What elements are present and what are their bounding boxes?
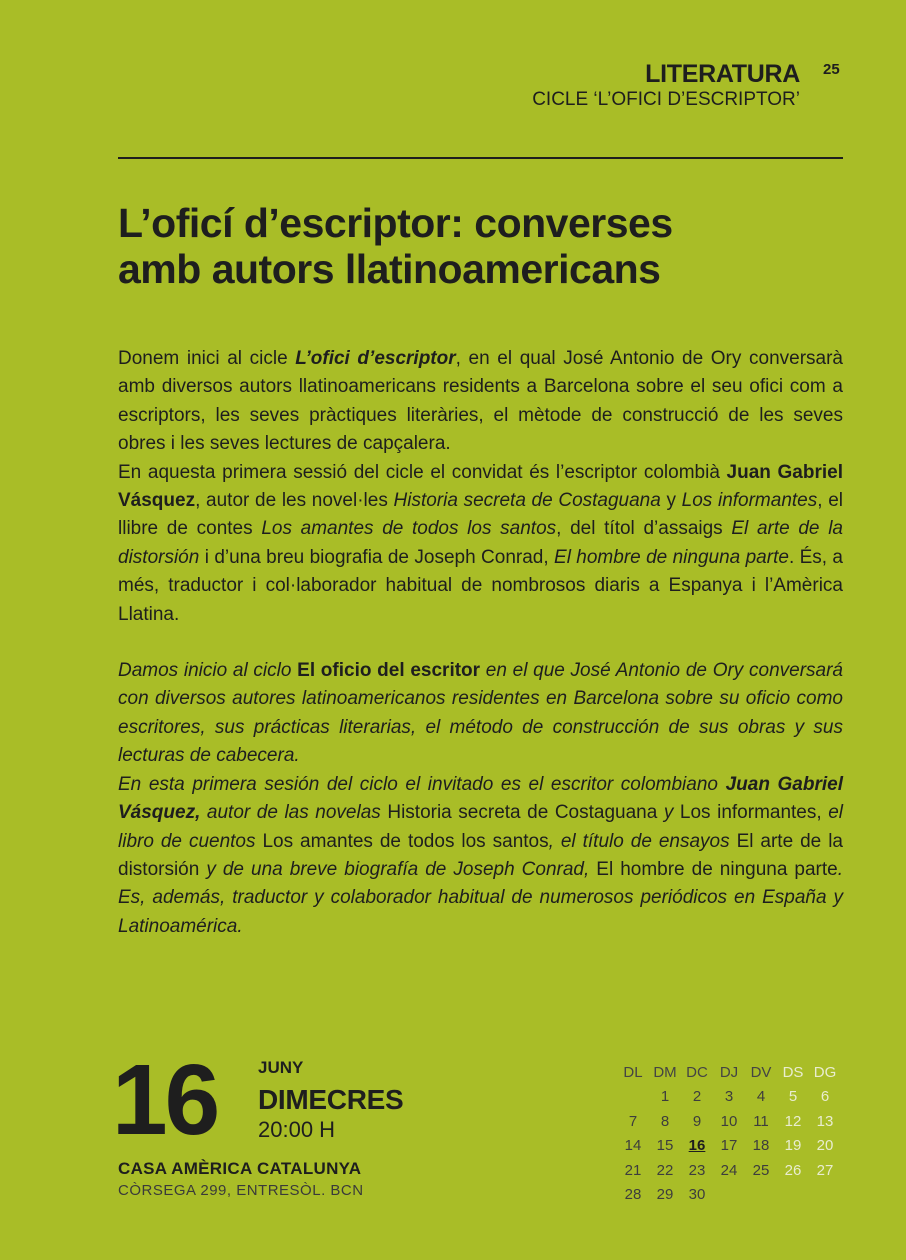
page-number: 25 bbox=[823, 61, 840, 78]
text-run: , del títol d’assaigs bbox=[556, 518, 732, 540]
text-run: y de una breve biografía de Joseph Conrad, bbox=[199, 858, 597, 880]
cycle-title: El oficio del escritor bbox=[297, 660, 481, 682]
cycle-name: CICLE ‘L’OFICI D’ESCRIPTOR’ bbox=[532, 89, 800, 110]
calendar-day: 29 bbox=[656, 1186, 674, 1204]
calendar-day: 7 bbox=[628, 1112, 638, 1130]
month-calendar bbox=[617, 1060, 841, 1207]
calendar-day: 18 bbox=[752, 1137, 770, 1155]
calendar-day: 13 bbox=[816, 1112, 834, 1130]
cycle-title: L’ofici d’escriptor bbox=[295, 348, 456, 369]
book-title: Los amantes de todos los santos bbox=[261, 518, 557, 540]
calendar-week-row bbox=[617, 1109, 841, 1134]
calendar-day: 26 bbox=[784, 1161, 802, 1179]
calendar-day: 27 bbox=[816, 1161, 834, 1179]
event-address: CÒRSEGA 299, ENTRESÒL. BCN bbox=[118, 1182, 364, 1199]
spanish-paragraph-1 bbox=[118, 657, 843, 771]
book-title: El arte de la distorsión bbox=[118, 518, 843, 568]
calendar-week-row bbox=[617, 1158, 841, 1183]
book-title: Los amantes de todos los santos bbox=[262, 830, 549, 852]
calendar-day: 3 bbox=[724, 1088, 734, 1106]
section-name: LITERATURA bbox=[645, 60, 800, 88]
text-run: En aquesta primera sessió del cicle el convidat és l’escriptor colombià bbox=[118, 461, 727, 483]
calendar-day: 6 bbox=[820, 1088, 830, 1106]
calendar-day: 22 bbox=[656, 1161, 674, 1179]
calendar-week-row bbox=[617, 1134, 841, 1159]
catalan-paragraph-2 bbox=[118, 459, 843, 629]
event-month: JUNY bbox=[258, 1058, 304, 1077]
text-run: En esta primera sesión del ciclo el invitado es el escritor colombiano bbox=[118, 773, 726, 795]
book-title: El hombre de ninguna parte bbox=[554, 546, 789, 568]
calendar-event-day: 16 bbox=[688, 1137, 706, 1155]
calendar-week-row bbox=[617, 1085, 841, 1110]
calendar-day: 24 bbox=[720, 1161, 738, 1179]
book-title: El hombre de ninguna parte bbox=[596, 858, 838, 880]
text-run: Damos inicio al ciclo bbox=[118, 660, 298, 682]
book-title: El arte de la distorsión bbox=[118, 830, 843, 880]
text-run: , autor de les novel·les bbox=[195, 490, 394, 512]
text-run: Donem inici al cicle bbox=[118, 348, 296, 369]
text-run: y bbox=[660, 490, 682, 512]
calendar-day: 20 bbox=[816, 1137, 834, 1155]
calendar-day: 28 bbox=[624, 1186, 642, 1204]
calendar-day: 2 bbox=[692, 1088, 702, 1106]
calendar-header-row bbox=[617, 1060, 841, 1085]
calendar-day: 14 bbox=[624, 1137, 642, 1155]
calendar-day: 30 bbox=[688, 1186, 706, 1204]
calendar-weekday-header: DL bbox=[623, 1063, 643, 1081]
text-run: , el llibre de contes bbox=[118, 490, 843, 540]
calendar-weekday-header: DM bbox=[653, 1063, 677, 1081]
page-title bbox=[118, 200, 858, 292]
book-title: Historia secreta de Costaguana bbox=[393, 490, 661, 512]
calendar-weekday-header: DC bbox=[686, 1063, 708, 1081]
event-weekday: DIMECRES bbox=[258, 1084, 404, 1115]
text-run: , el título de ensayos bbox=[548, 830, 737, 852]
calendar-day: 5 bbox=[788, 1088, 798, 1106]
calendar-day: 17 bbox=[720, 1137, 738, 1155]
calendar-day: 10 bbox=[720, 1112, 738, 1130]
calendar-day: 12 bbox=[784, 1112, 802, 1130]
calendar-day: 21 bbox=[624, 1161, 642, 1179]
calendar-day: 11 bbox=[753, 1112, 769, 1130]
text-run: . És, a més, traductor i col·laborador habitual de nombrosos diaris a Espanya i l’Amèrica Llatina. bbox=[118, 546, 844, 625]
spanish-paragraph-2 bbox=[118, 771, 843, 941]
book-title: Los informantes, bbox=[679, 802, 822, 824]
author-name: Juan Gabriel Vásquez bbox=[118, 461, 843, 512]
text-run: i d’una breu biografia de Joseph Conrad, bbox=[199, 546, 555, 568]
calendar-day: 4 bbox=[756, 1088, 766, 1106]
calendar-day: 1 bbox=[660, 1088, 670, 1106]
calendar-weekday-header: DV bbox=[750, 1063, 772, 1081]
event-day: 16 bbox=[112, 1044, 218, 1156]
calendar-week-row bbox=[617, 1183, 841, 1208]
text-run: , en el qual José Antonio de Ory conversarà amb diversos autors llatinoamericans residents a Barcelona sobre el seu ofici com a escriptors, les seves pràctiques literàries, el mètode de construcció de les seves obres i les seves lectures de capçalera. bbox=[118, 348, 843, 455]
title-line-2: amb autors llatinoamericans bbox=[118, 246, 661, 292]
event-time: 20:00 H bbox=[258, 1117, 336, 1142]
catalan-paragraph-1 bbox=[118, 345, 843, 459]
calendar-weekday-header: DG bbox=[813, 1063, 837, 1081]
title-line-1: L’oficí d’escriptor: converses bbox=[118, 200, 673, 246]
text-run: en el que José Antonio de Ory conversará con diversos autores latinoamericanos residentes en Barcelona sobre su oficio como escritores, sus prácticas literarias, el método de construcción de sus obras y sus lecturas de cabecera. bbox=[118, 660, 843, 767]
calendar-day: 8 bbox=[660, 1112, 670, 1130]
calendar-day: 15 bbox=[656, 1137, 674, 1155]
paragraph-gap bbox=[118, 629, 843, 657]
author-name: Juan Gabriel Vásquez, bbox=[118, 773, 843, 824]
text-run: autor de las novelas bbox=[200, 802, 388, 824]
calendar-weekday-header: DJ bbox=[719, 1063, 739, 1081]
calendar-weekday-header: DS bbox=[782, 1063, 804, 1081]
calendar-day: 23 bbox=[688, 1161, 706, 1179]
page-header bbox=[532, 60, 800, 112]
calendar-day: 19 bbox=[784, 1137, 802, 1155]
event-venue: CASA AMÈRICA CATALUNYA bbox=[118, 1159, 362, 1178]
book-title: Historia secreta de Costaguana bbox=[387, 802, 658, 824]
article-body bbox=[118, 345, 843, 941]
book-title: Los informantes bbox=[681, 490, 818, 512]
header-divider bbox=[118, 157, 843, 159]
text-run: . Es, además, traductor y colaborador habitual de numerosos periódicos en España y Latinoamérica. bbox=[118, 858, 844, 937]
calendar-day: 25 bbox=[752, 1161, 770, 1179]
text-run: el libro de cuentos bbox=[118, 802, 843, 852]
text-run: y bbox=[657, 802, 680, 824]
calendar-day: 9 bbox=[692, 1112, 702, 1130]
